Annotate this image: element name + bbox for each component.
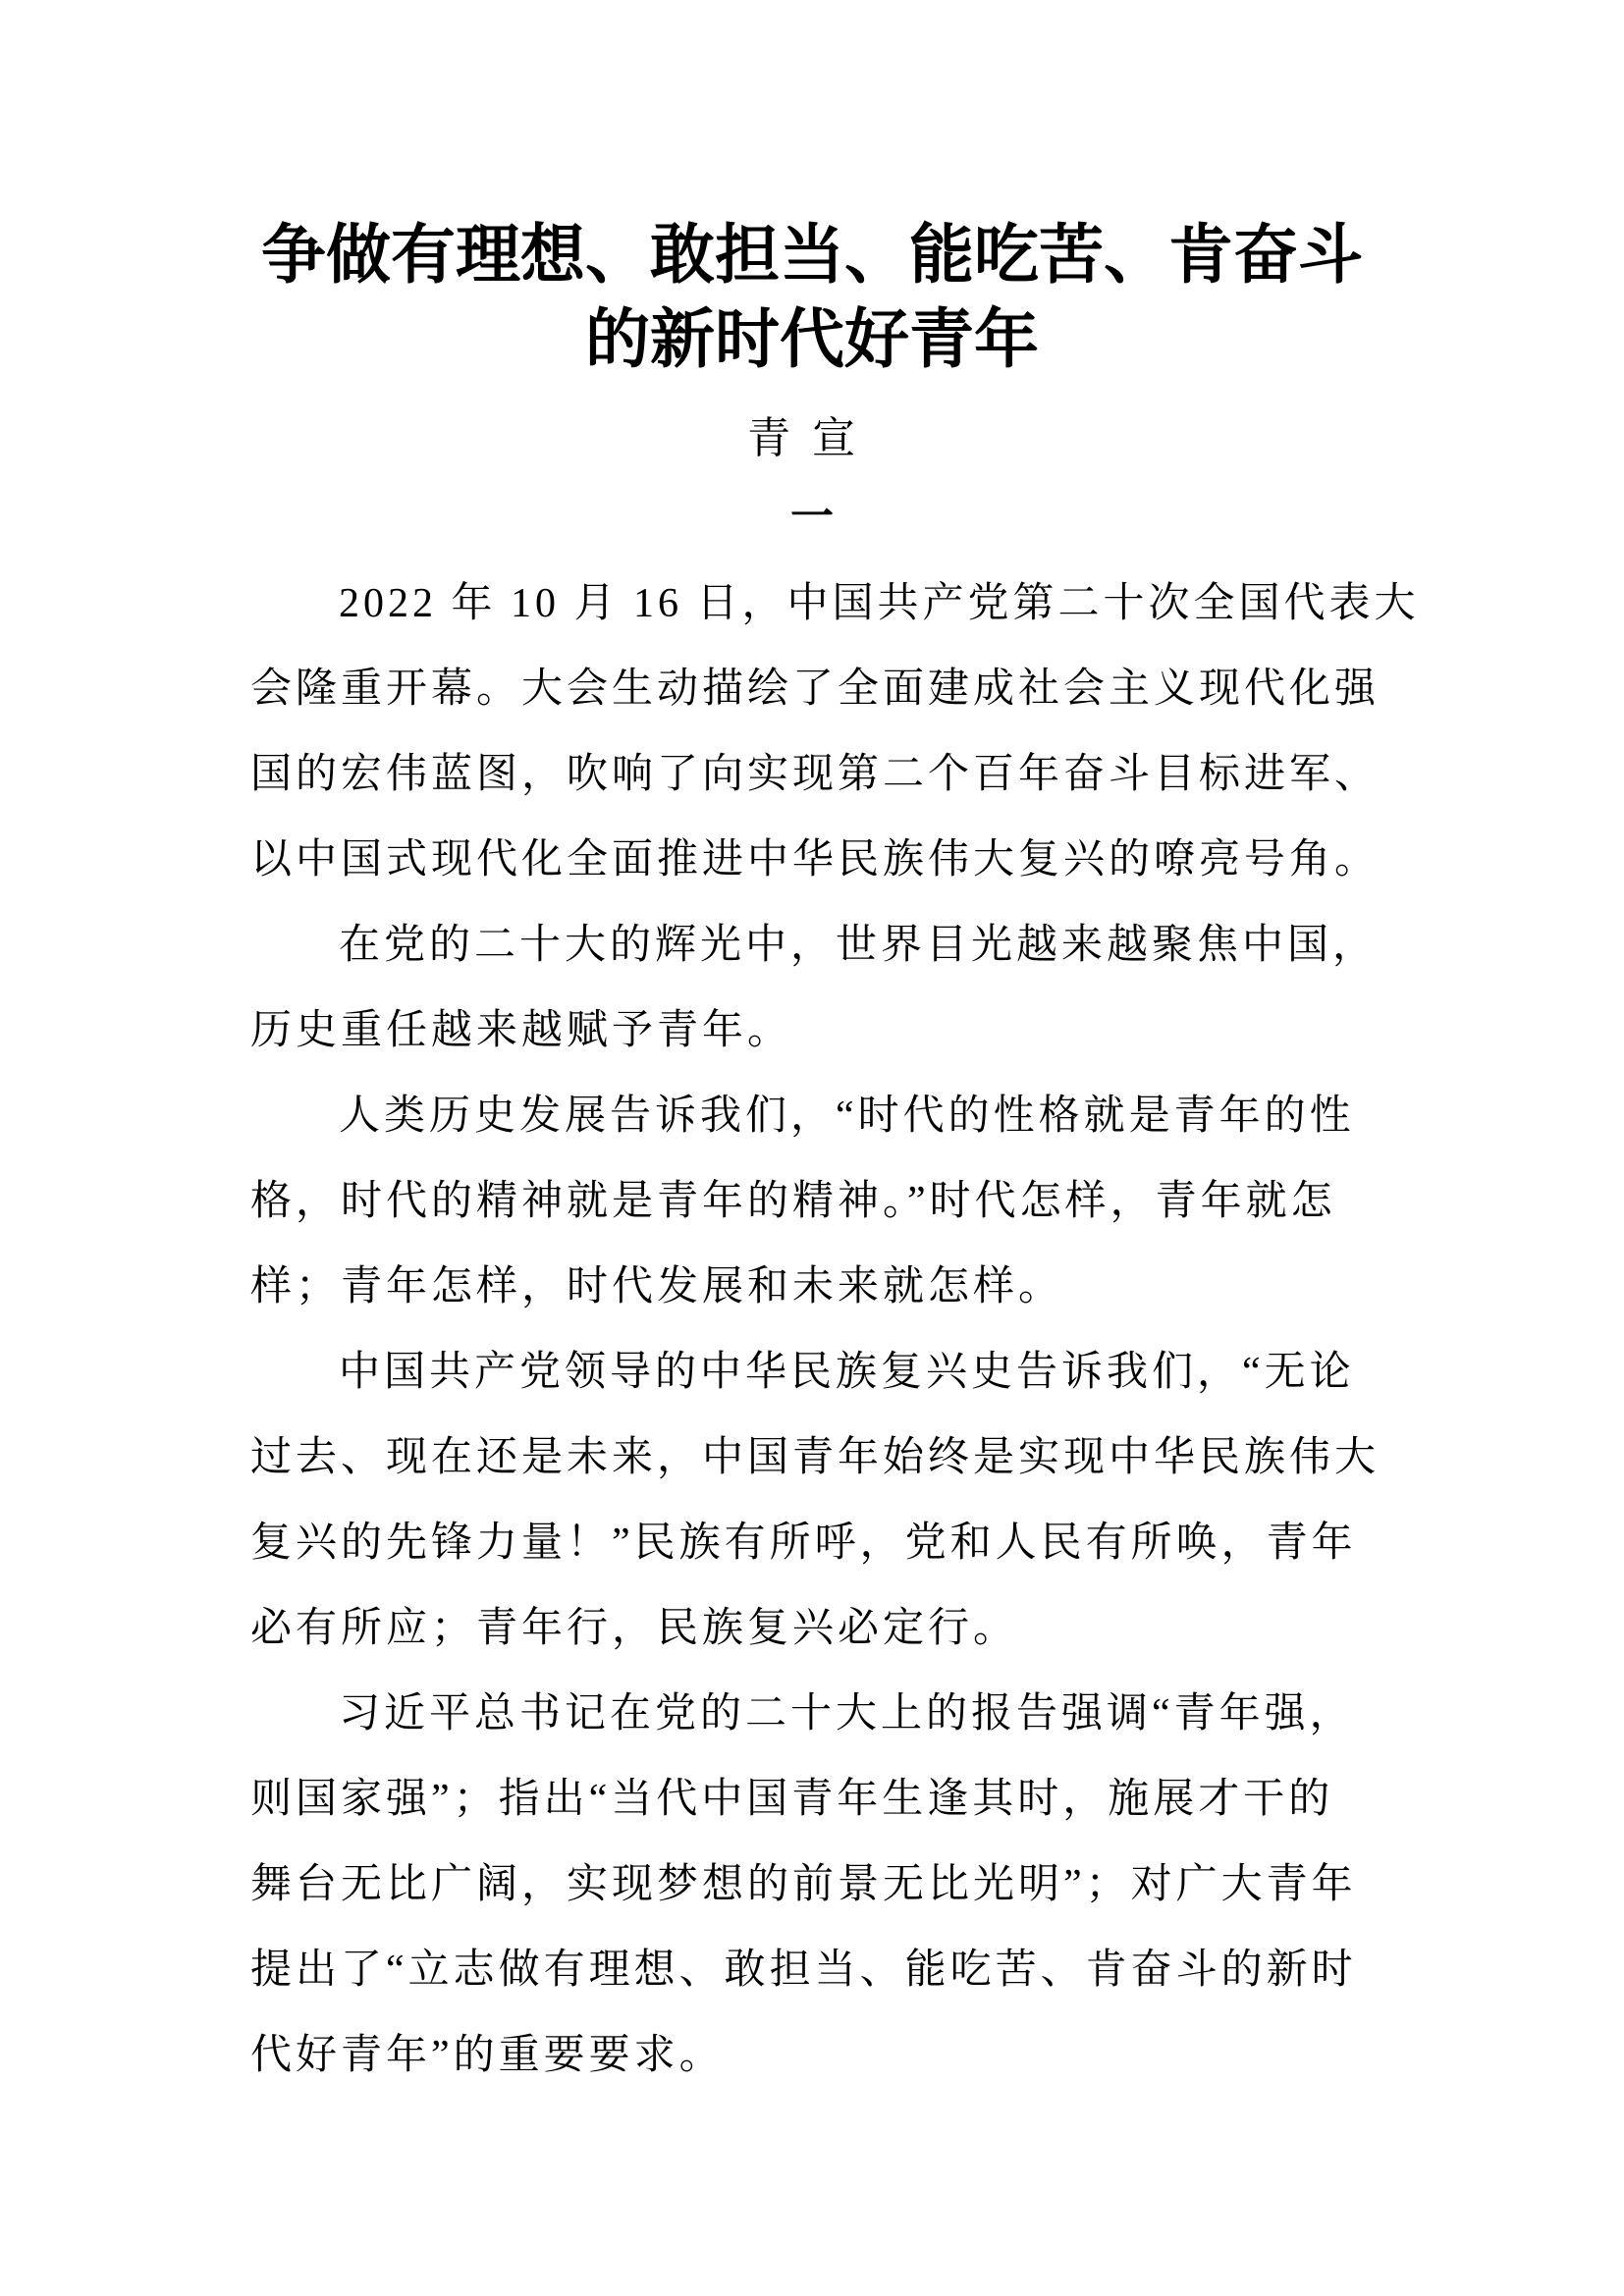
paragraph-line: 习近平总书记在党的二十大上的报告强调“青年强， — [339, 1691, 1355, 1736]
title-line: 争做有理想、敢担当、能吃苦、肯奋斗 — [261, 220, 1363, 292]
paragraph-line: 中国共产党领导的中华民族复兴史告诉我们，“无论 — [339, 1350, 1355, 1395]
paragraph — [250, 1085, 1389, 1341]
paragraph-line: 会隆重开幕。大会生动描绘了全面建成社会主义现代化强 — [250, 667, 1380, 712]
paragraph-line: 提出了“立志做有理想、敢担当、能吃苦、肯奋斗的新时 — [250, 1948, 1357, 1993]
paragraph — [250, 572, 1420, 914]
paragraph-line: 在党的二十大的辉光中，世界目光越来越聚焦中国， — [339, 923, 1379, 968]
title-line: 的新时代好青年 — [585, 304, 1039, 376]
author: 青宣 — [747, 414, 877, 462]
paragraph-line: 样；青年怎样，时代发展和未来就怎样。 — [250, 1264, 1064, 1309]
paragraph-line: 复兴的先锋力量！”民族有所呼，党和人民有所唤，青年 — [250, 1521, 1357, 1566]
paragraph-line: 以中国式现代化全面推进中华民族伟大复兴的嘹亮号角。 — [250, 837, 1380, 882]
document-body — [250, 572, 1420, 2109]
paragraph-line: 人类历史发展告诉我们，“时代的性格就是青年的性 — [339, 1094, 1355, 1139]
paragraph-line: 历史重任越来越赋予青年。 — [250, 1008, 793, 1053]
paragraph — [250, 914, 1389, 1085]
document-title — [0, 214, 1624, 383]
paragraph-line: 国的宏伟蓝图，吹响了向实现第二个百年奋斗目标进军、 — [250, 752, 1380, 797]
paragraph-line: 舞台无比广阔，实现梦想的前景无比光明”；对广大青年 — [250, 1862, 1357, 1907]
paragraph-line: 代好青年”的重要要求。 — [250, 2033, 725, 2078]
paragraph-line: 必有所应；青年行，民族复兴必定行。 — [250, 1606, 1019, 1651]
paragraph-line: 则国家强”；指出“当代中国青年生逢其时，施展才干的 — [250, 1777, 1334, 1822]
paragraph-line: 格，时代的精神就是青年的精神。”时代怎样，青年就怎 — [250, 1179, 1336, 1224]
paragraph — [250, 1341, 1389, 1682]
paragraph-line: 过去、现在还是未来，中国青年始终是实现中华民族伟大 — [250, 1435, 1380, 1480]
paragraph — [250, 1682, 1389, 2109]
paragraph-line: 2022 年 10 月 16 日，中国共产党第二十次全国代表大 — [339, 581, 1420, 626]
section-number: 一 — [790, 493, 834, 541]
